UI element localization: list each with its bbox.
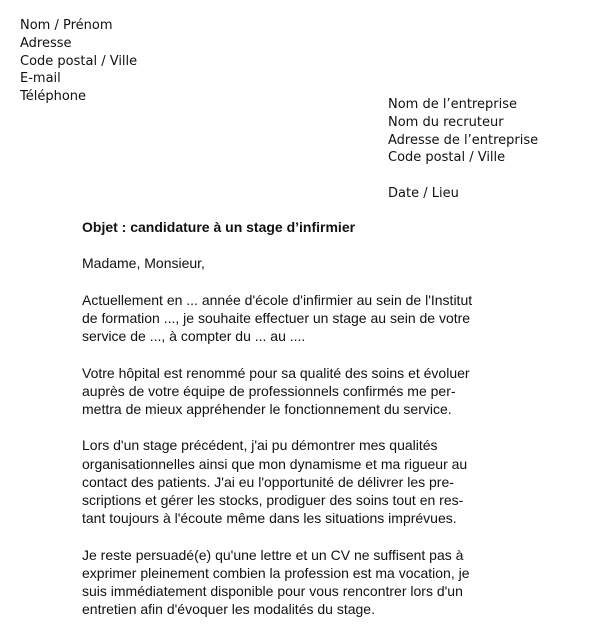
paragraph-line: Actuellement en ... année d'école d'infirmier au sein de l'Institut xyxy=(82,291,473,308)
paragraph-3 xyxy=(82,436,512,527)
paragraph-line: exprimer pleinement combien la profession est ma vocation, je xyxy=(82,564,470,581)
sender-name: Nom / Prénom xyxy=(20,18,113,33)
sender-block xyxy=(20,17,137,106)
recipient-block xyxy=(388,96,538,203)
sender-email: E-mail xyxy=(20,71,61,87)
paragraph-line: suis immédiatement disponible pour vous rencontrer lors d'un xyxy=(82,582,463,599)
paragraph-line: organisationnelles ainsi que mon dynamisme et ma rigueur au xyxy=(82,455,468,472)
paragraph-line: de formation ..., je souhaite effectuer un stage au sein de votre xyxy=(82,309,471,326)
paragraph-line: scriptions et gérer les stocks, prodiguer des soins tout en res- xyxy=(82,491,464,508)
paragraph-line: entretien afin d'évoquer les modalités du stage. xyxy=(82,601,375,618)
paragraph-line: Je reste persuadé(e) qu'une lettre et un CV ne suffisent pas à xyxy=(82,546,464,563)
paragraph-1 xyxy=(82,291,512,346)
paragraph-line: service de ..., à compter du ... au .... xyxy=(82,328,306,345)
salutation-text: Madame, Monsieur, xyxy=(82,255,205,272)
paragraph-line: Votre hôpital est renommé pour sa qualité des soins et évoluer xyxy=(82,364,470,381)
paragraph-line: contact des patients. J'ai eu l'opportunité de délivrer les pre- xyxy=(82,473,454,490)
paragraph-line: tant toujours à l'écoute même dans les situations imprévues. xyxy=(82,510,457,527)
paragraph-2 xyxy=(82,364,512,419)
sender-phone: Téléphone xyxy=(20,89,87,105)
sender-postcode-city: Code postal / Ville xyxy=(20,53,138,69)
paragraph-line: Lors d'un stage précédent, j'ai pu démontrer mes qualités xyxy=(82,437,438,454)
paragraph-4 xyxy=(82,546,512,619)
letter-body xyxy=(82,218,512,618)
letter-subject: Objet : candidature à un stage d’infirmier xyxy=(82,219,356,235)
date-place: Date / Lieu xyxy=(388,185,459,201)
recipient-company: Nom de l’entreprise xyxy=(388,97,517,112)
paragraph-line: auprès de votre équipe de professionnels confirmés me per- xyxy=(82,382,456,399)
recipient-postcode-city: Code postal / Ville xyxy=(388,150,506,166)
sender-address: Adresse xyxy=(20,35,72,51)
paragraph-line: mettra de mieux appréhender le fonctionnement du service. xyxy=(82,400,452,417)
recipient-address: Adresse de l’entreprise xyxy=(388,132,539,148)
letter-salutation xyxy=(82,254,512,272)
recipient-recruiter: Nom du recruteur xyxy=(388,114,504,130)
